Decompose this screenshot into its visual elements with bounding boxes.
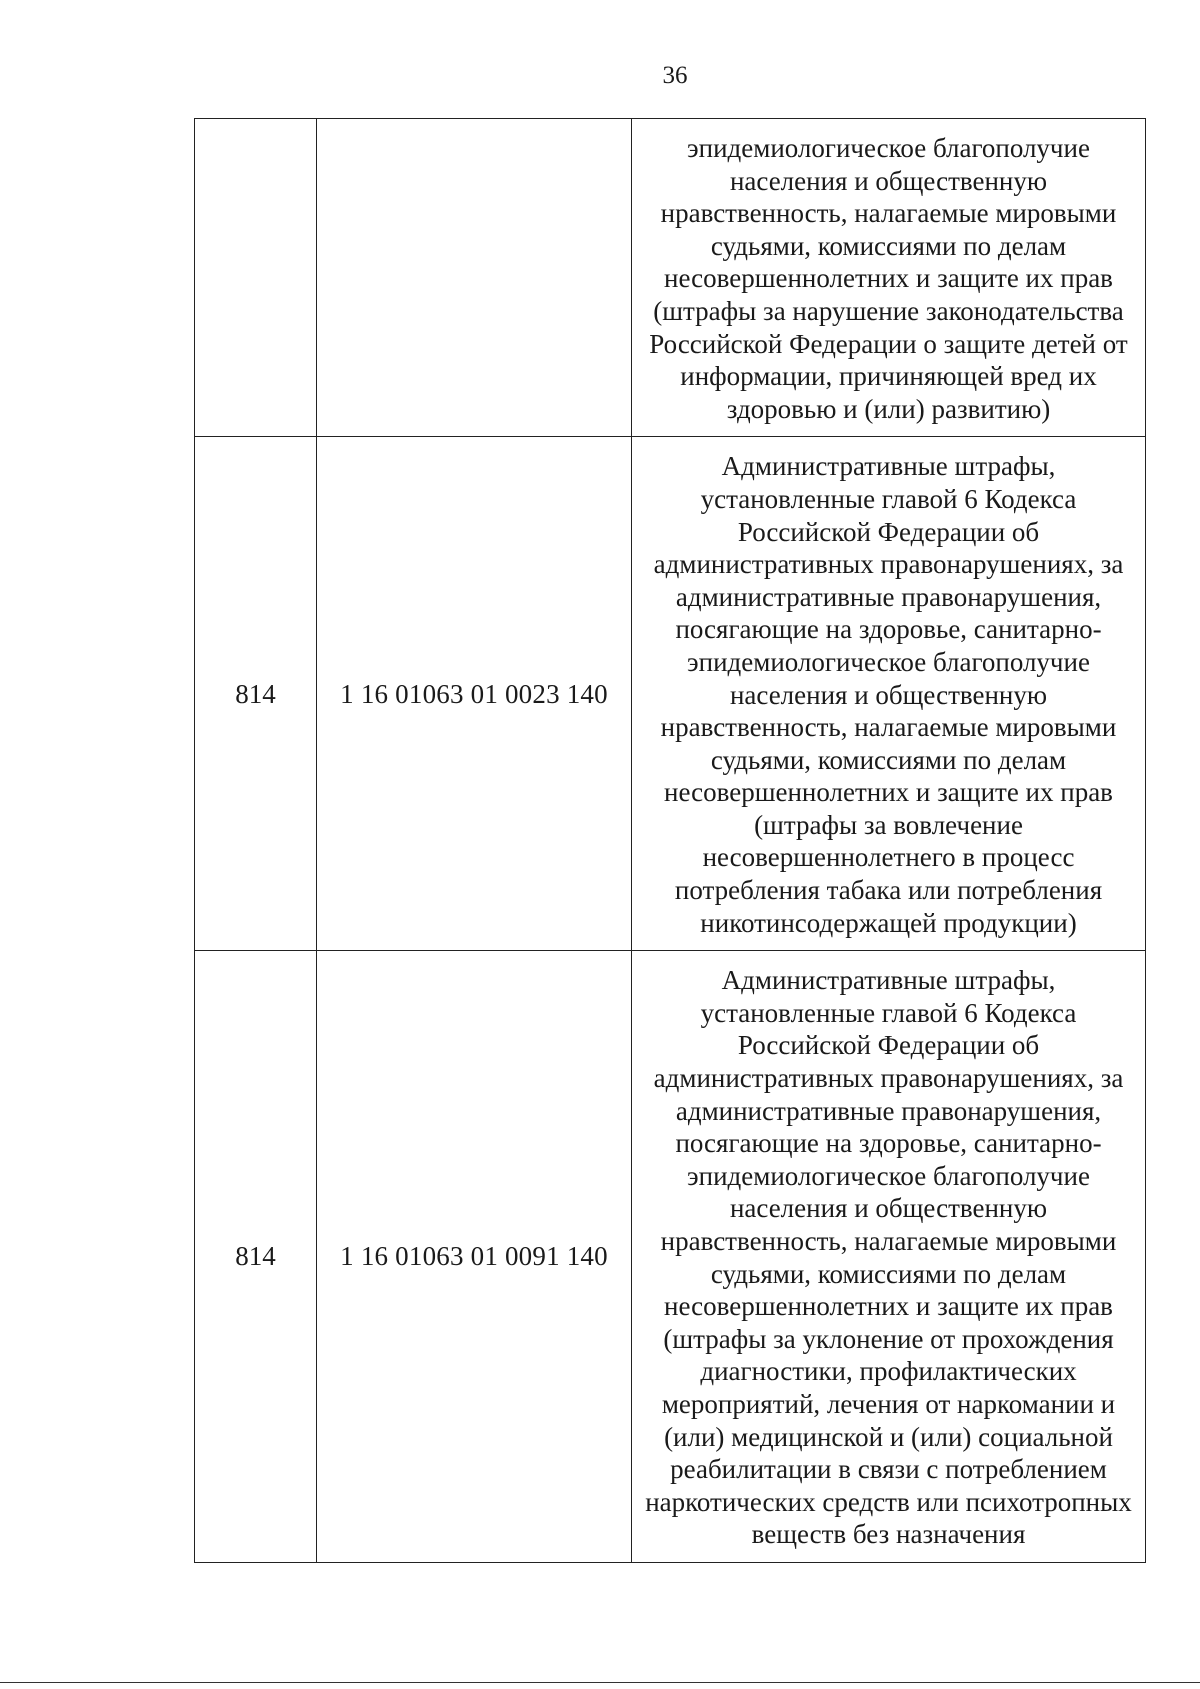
admin-code-cell: 814 bbox=[195, 437, 317, 951]
budget-code-cell bbox=[317, 119, 632, 437]
table-row bbox=[195, 119, 1146, 437]
revenue-codes-table bbox=[194, 118, 1146, 1563]
description-cell: Административные штрафы, установленные главой 6 Кодекса Российской Федерации об административных правонарушениях, за административные правонарушения, посягающие на здоровье, санитарно-эпидемиологическое благополучие населения и общественную нравственность, налагаемые мировыми судьями, комиссиями по делам несовершеннолетних и защите их прав (штрафы за уклонение от прохождения диагностики, профилактических мероприятий, лечения от наркомании и (или) медицинской и (или) социальной реабилитации в связи с потреблением наркотических средств или психотропных веществ без назначения bbox=[632, 951, 1146, 1563]
admin-code-cell bbox=[195, 119, 317, 437]
admin-code-cell: 814 bbox=[195, 951, 317, 1563]
page-number: 36 bbox=[662, 62, 688, 89]
budget-code-cell: 1 16 01063 01 0091 140 bbox=[317, 951, 632, 1563]
description-cell: эпидемиологическое благополучие населения и общественную нравственность, налагаемые мировыми судьями, комиссиями по делам несовершеннолетних и защите их прав (штрафы за нарушение законодательства Российской Федерации о защите детей от информации, причиняющей вред их здоровью и (или) развитию) bbox=[632, 119, 1146, 437]
budget-code-cell: 1 16 01063 01 0023 140 bbox=[317, 437, 632, 951]
page-bottom-rule bbox=[0, 1682, 1200, 1683]
table-row bbox=[195, 437, 1146, 951]
table-row bbox=[195, 951, 1146, 1563]
description-cell: Административные штрафы, установленные главой 6 Кодекса Российской Федерации об административных правонарушениях, за административные правонарушения, посягающие на здоровье, санитарно-эпидемиологическое благополучие населения и общественную нравственность, налагаемые мировыми судьями, комиссиями по делам несовершеннолетних и защите их прав (штрафы за вовлечение несовершеннолетнего в процесс потребления табака или потребления никотинсодержащей продукции) bbox=[632, 437, 1146, 951]
